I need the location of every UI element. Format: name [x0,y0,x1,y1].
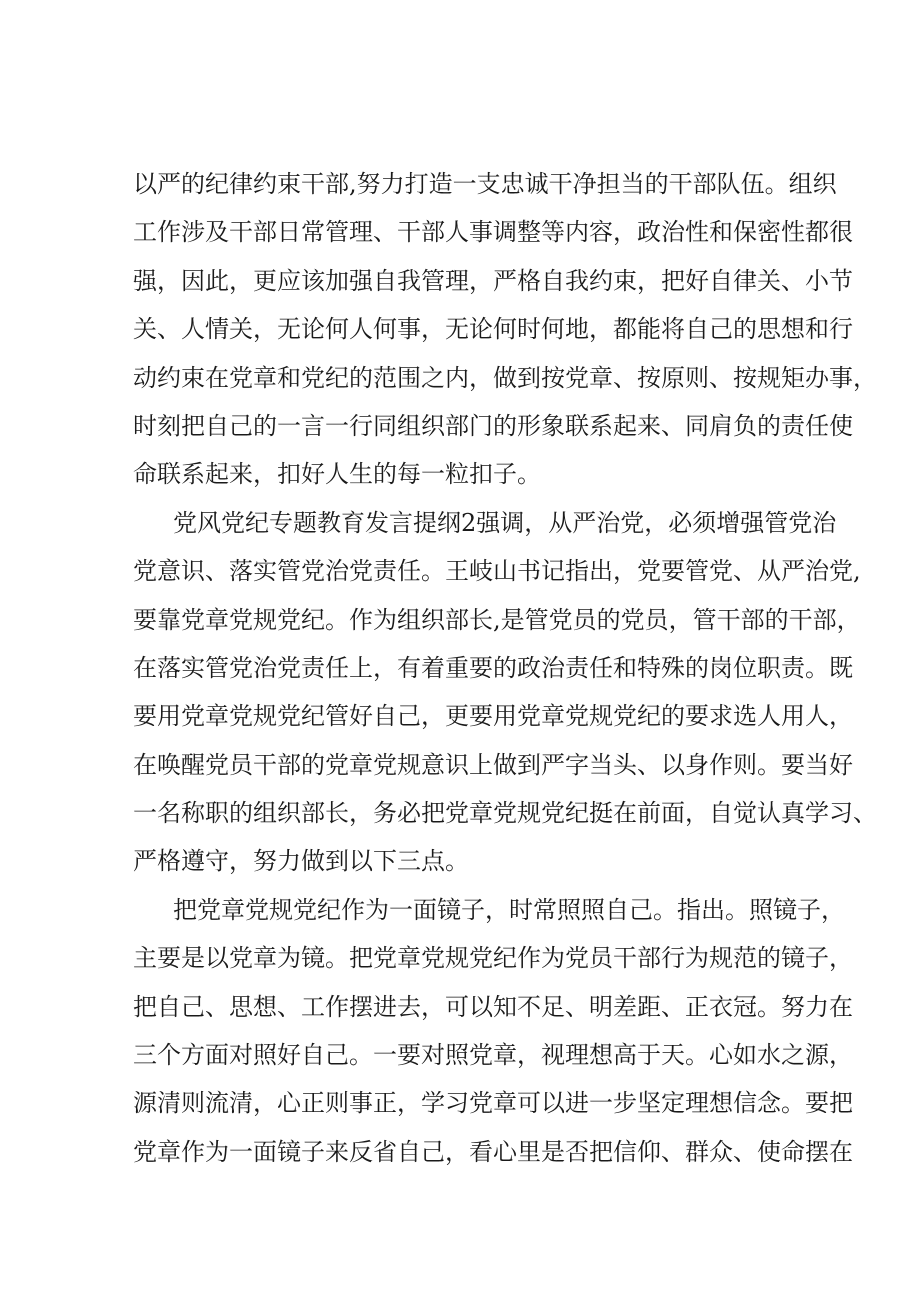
text-line: 源清则流清，心正则事正，学习党章可以进一步坚定理想信念。要把 [133,1089,853,1118]
text-line: 动约束在党章和党纪的范围之内，做到按党章、按原则、按规矩办事， [133,363,877,392]
text-line: 严格遵守，努力做到以下三点。 [133,847,469,876]
text-line: 时刻把自己的一言一行同组织部门的形象联系起来、同肩负的责任使 [133,411,853,440]
text-line: 强，因此，更应该加强自我管理，严格自我约束，把好自律关、小节 [133,266,853,295]
document-body [133,160,877,1176]
text-line: 把自己、思想、工作摆进去，可以知不足、明差距、正衣冠。努力在 [133,992,853,1021]
text-line: 要用党章党规党纪管好自己，更要用党章党规党纪的要求选人用人， [133,702,853,731]
text-line: 关、人情关，无论何人何事，无论何时何地，都能将自己的思想和行 [133,315,853,344]
text-line: 工作涉及干部日常管理、干部人事调整等内容，政治性和保密性都很 [133,218,853,247]
paragraph-1 [133,160,877,499]
text-line: 三个方面对照好自己。一要对照党章，视理想高于天。心如水之源， [133,1041,853,1070]
text-line: 以严的纪律约束干部,努力打造一支忠诚干净担当的干部队伍。组织 [133,170,837,198]
text-line: 党风党纪专题教育发言提纲2强调，从严治党，必须增强管党治 [173,508,837,537]
text-line: 命联系起来，扣好人生的每一粒扣子。 [133,460,541,489]
paragraph-3 [133,886,853,1176]
text-line: 党意识、落实管党治党责任。王岐山书记指出，党要管党、从严治党, [133,557,861,586]
text-line: 党章作为一面镜子来反省自己，看心里是否把信仰、群众、使命摆在 [133,1137,853,1166]
text-line: 在唤醒党员干部的党章党规意识上做到严字当头、以身作则。要当好 [133,750,853,779]
text-line: 主要是以党章为镜。把党章党规党纪作为党员干部行为规范的镜子， [133,944,853,973]
text-line: 要靠党章党规党纪。作为组织部长,是管党员的党员，管干部的干部， [133,605,861,634]
text-line: 在落实管党治党责任上，有着重要的政治责任和特殊的岗位职责。既 [133,653,853,682]
text-line: 把党章党规党纪作为一面镜子，时常照照自己。指出。照镜子， [173,895,845,924]
paragraph-2 [133,499,877,886]
text-line: 一名称职的组织部长，务必把党章党规党纪挺在前面，自觉认真学习、 [133,799,877,828]
